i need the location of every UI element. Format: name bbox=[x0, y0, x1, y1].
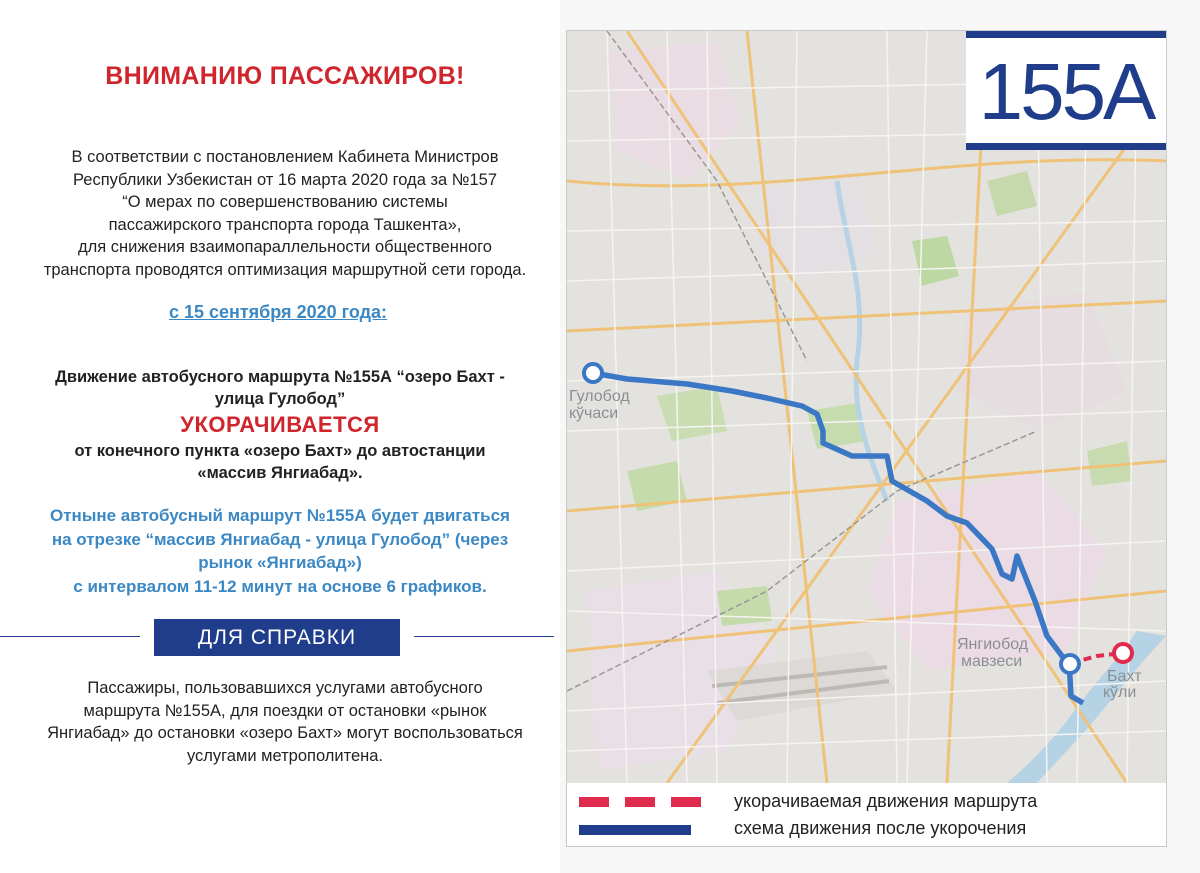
reference-line: Янгиабад» до остановки «озеро Бахт» могут воспользоваться bbox=[47, 724, 523, 743]
reference-line: услугами метрополитена. bbox=[186, 746, 384, 765]
new-route-line: с интервалом 11-12 минут на основе 6 графиков. bbox=[73, 576, 487, 596]
intro-line: транспорта проводятся оптимизация маршрутной сети города. bbox=[43, 260, 527, 279]
intro-line: “О мерах по совершенствованию системы bbox=[122, 193, 448, 212]
shortened-label: УКОРАЧИВАЕТСЯ bbox=[180, 412, 380, 437]
notice-headline: ВНИМАНИЮ ПАССАЖИРОВ! bbox=[105, 62, 465, 90]
from-line: «массив Янгиабад». bbox=[197, 464, 363, 482]
stop-end-marker bbox=[1114, 644, 1132, 662]
stop-middle-marker bbox=[1061, 655, 1079, 673]
new-route-line: Отныне автобусный маршрут №155А будет двигаться bbox=[50, 506, 510, 525]
from-line: от конечного пункта «озеро Бахт» до автостанции bbox=[74, 442, 486, 460]
route-number-badge bbox=[966, 31, 1166, 150]
divider-right bbox=[414, 636, 554, 637]
new-route-line: рынок «Янгиабад») bbox=[198, 553, 362, 572]
intro-line: для снижения взаимопараллельности общественного bbox=[78, 238, 492, 257]
legend-new-scheme-label: схема движения после укорочения bbox=[734, 818, 1027, 838]
route-number: 155А bbox=[978, 47, 1154, 136]
intro-line: В соответствии с постановлением Кабинета Министров bbox=[71, 148, 499, 166]
reference-title: ДЛЯ СПРАВКИ bbox=[154, 619, 400, 656]
city-map bbox=[567, 31, 1166, 783]
badge-top-bar bbox=[966, 31, 1166, 38]
middle-stop-label-1: Янгиобод bbox=[957, 636, 1029, 653]
route-change-paragraph bbox=[0, 366, 560, 484]
divider-left bbox=[0, 636, 140, 637]
new-route-line: на отрезке “массив Янгиабад - улица Гулобод” (через bbox=[51, 529, 509, 549]
reference-line: маршрута №155А, для поездки от остановки «рынок bbox=[83, 701, 487, 720]
route-line: Движение автобусного маршрута №155А “озеро Бахт - bbox=[55, 368, 505, 386]
stop-start-marker bbox=[584, 364, 602, 382]
map-frame bbox=[566, 30, 1167, 847]
badge-bottom-bar bbox=[966, 143, 1166, 150]
solid-blue-swatch bbox=[577, 818, 707, 842]
new-route-paragraph bbox=[0, 504, 560, 598]
middle-stop-label-2: мавзеси bbox=[961, 653, 1023, 670]
legend-shortened-label: укорачиваемая движения маршрута bbox=[734, 791, 1038, 811]
route-line: улица Гулобод” bbox=[214, 390, 346, 408]
intro-paragraph bbox=[0, 146, 570, 282]
effective-date: с 15 сентября 2020 года: bbox=[168, 302, 388, 322]
legend-shortened bbox=[577, 791, 1157, 815]
start-stop-label-1: Гулобод bbox=[569, 388, 630, 405]
end-stop-label-1: Бахт bbox=[1107, 668, 1142, 685]
end-stop-label-2: кўли bbox=[1103, 684, 1137, 701]
dashed-red-swatch bbox=[577, 791, 707, 815]
start-stop-label-2: кўчаси bbox=[569, 405, 619, 422]
reference-line: Пассажиры, пользовавшихся услугами автобусного bbox=[87, 679, 483, 697]
intro-line: пассажирского транспорта города Ташкента», bbox=[108, 215, 462, 234]
legend-new-scheme bbox=[577, 818, 1157, 842]
notice-panel bbox=[0, 0, 560, 873]
intro-line: Республики Узбекистан от 16 марта 2020 года за №157 bbox=[72, 170, 498, 189]
reference-paragraph bbox=[0, 677, 570, 767]
